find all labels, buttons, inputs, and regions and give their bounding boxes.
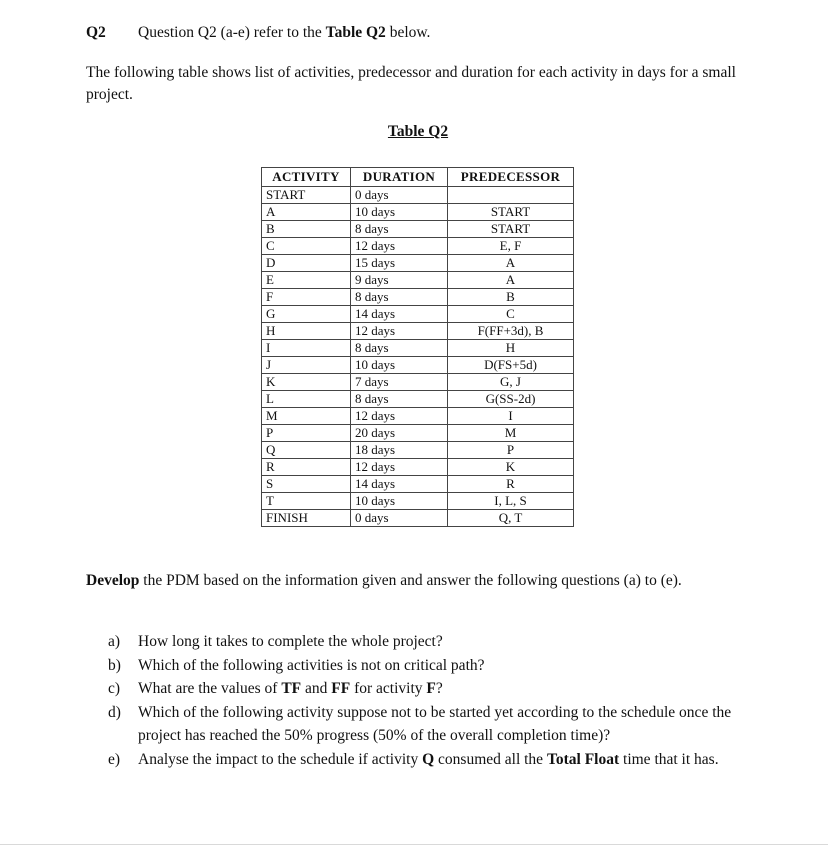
cell-activity: M — [262, 408, 351, 425]
cell-duration: 8 days — [351, 340, 448, 357]
table-caption-text: Table Q2 — [387, 123, 449, 140]
cell-duration: 14 days — [351, 476, 448, 493]
table-row — [262, 357, 574, 374]
question-intro-table-ref: Table Q2 — [325, 24, 386, 41]
cell-duration: 20 days — [351, 425, 448, 442]
cell-predecessor: H — [448, 340, 574, 357]
cell-activity: R — [262, 459, 351, 476]
cell-predecessor: Q, T — [448, 510, 574, 527]
cell-duration: 10 days — [351, 357, 448, 374]
question-label: b) — [108, 656, 121, 674]
cell-duration: 7 days — [351, 374, 448, 391]
question-text: Which of the following activity suppose not to be started yet according to the schedule once the project has reached the 50% progress (50% of the overall completion time)? — [138, 703, 732, 744]
cell-predecessor: START — [448, 204, 574, 221]
table-row — [262, 442, 574, 459]
cell-duration: 8 days — [351, 289, 448, 306]
table-row — [262, 408, 574, 425]
question-item — [108, 654, 758, 678]
table-row — [262, 459, 574, 476]
question-number: Q2 — [86, 24, 106, 41]
cell-duration: 8 days — [351, 221, 448, 238]
cell-predecessor: D(FS+5d) — [448, 357, 574, 374]
cell-predecessor: E, F — [448, 238, 574, 255]
question-text-bold: TF — [281, 680, 302, 697]
cell-duration: 10 days — [351, 204, 448, 221]
question-item — [108, 701, 758, 748]
cell-predecessor: I, L, S — [448, 493, 574, 510]
table-row — [262, 476, 574, 493]
question-text-bold: Q — [422, 750, 435, 768]
cell-activity: START — [262, 187, 351, 204]
table-row — [262, 272, 574, 289]
table-header-row — [262, 168, 574, 187]
cell-predecessor: START — [448, 221, 574, 238]
table-row — [262, 221, 574, 238]
question-text: Analyse the impact to the schedule if activity — [138, 750, 423, 768]
cell-duration: 12 days — [351, 238, 448, 255]
question-label: a) — [108, 633, 121, 650]
cell-predecessor: G, J — [448, 374, 574, 391]
question-label: d) — [108, 703, 121, 721]
cell-duration: 12 days — [351, 459, 448, 476]
page-bottom-divider — [0, 844, 828, 845]
question-text: time that it has. — [619, 750, 719, 768]
table-row — [262, 493, 574, 510]
cell-duration: 8 days — [351, 391, 448, 408]
table-row — [262, 425, 574, 442]
header-activity: ACTIVITY — [262, 168, 351, 187]
cell-duration: 9 days — [351, 272, 448, 289]
cell-activity: L — [262, 391, 351, 408]
cell-predecessor: M — [448, 425, 574, 442]
table-row — [262, 306, 574, 323]
cell-activity: I — [262, 340, 351, 357]
question-text-bold: Total Float — [546, 750, 620, 768]
table-row — [262, 340, 574, 357]
cell-predecessor: F(FF+3d), B — [448, 323, 574, 340]
cell-predecessor: G(SS-2d) — [448, 391, 574, 408]
question-text: consumed all the — [434, 750, 547, 768]
description-paragraph: The following table shows list of activities, predecessor and duration for each activity in days for a small project. — [86, 64, 736, 103]
cell-predecessor: I — [448, 408, 574, 425]
table-row — [262, 391, 574, 408]
table-row — [262, 289, 574, 306]
cell-duration: 12 days — [351, 408, 448, 425]
question-intro-end: below. — [385, 24, 431, 41]
header-duration: DURATION — [351, 168, 448, 187]
question-text: ? — [435, 680, 443, 697]
table-row — [262, 204, 574, 221]
instruction-text: the PDM based on the information given and answer the following questions (a) to (e). — [139, 572, 682, 589]
instruction-paragraph — [86, 570, 754, 592]
cell-activity: F — [262, 289, 351, 306]
table-row — [262, 374, 574, 391]
cell-predecessor: A — [448, 255, 574, 272]
cell-duration: 18 days — [351, 442, 448, 459]
cell-duration: 14 days — [351, 306, 448, 323]
cell-activity: FINISH — [262, 510, 351, 527]
cell-activity: T — [262, 493, 351, 510]
cell-activity: H — [262, 323, 351, 340]
cell-predecessor: K — [448, 459, 574, 476]
table-row — [262, 510, 574, 527]
cell-activity: B — [262, 221, 351, 238]
question-intro — [138, 24, 430, 42]
cell-predecessor: B — [448, 289, 574, 306]
cell-predecessor: R — [448, 476, 574, 493]
table-row — [262, 255, 574, 272]
question-heading — [86, 24, 431, 42]
question-item — [108, 630, 758, 654]
question-text: What are the values of — [138, 680, 282, 697]
cell-activity: S — [262, 476, 351, 493]
table-body — [262, 187, 574, 527]
question-text: and — [301, 680, 332, 697]
cell-predecessor — [448, 187, 574, 204]
cell-predecessor: P — [448, 442, 574, 459]
question-text-bold: F — [426, 680, 436, 697]
cell-activity: D — [262, 255, 351, 272]
question-item — [108, 748, 758, 772]
cell-duration: 0 days — [351, 187, 448, 204]
cell-activity: E — [262, 272, 351, 289]
question-text: Which of the following activities is not on critical path? — [138, 656, 485, 674]
cell-activity: P — [262, 425, 351, 442]
question-text: for activity — [350, 680, 427, 697]
cell-duration: 15 days — [351, 255, 448, 272]
cell-duration: 0 days — [351, 510, 448, 527]
cell-activity: C — [262, 238, 351, 255]
cell-duration: 12 days — [351, 323, 448, 340]
question-label: c) — [108, 680, 121, 697]
table-row — [262, 238, 574, 255]
table-caption — [0, 123, 828, 141]
cell-duration: 10 days — [351, 493, 448, 510]
table-row — [262, 187, 574, 204]
cell-activity: J — [262, 357, 351, 374]
instruction-bold: Develop — [86, 572, 140, 589]
question-item — [108, 677, 758, 701]
cell-predecessor: A — [448, 272, 574, 289]
question-list — [108, 630, 758, 771]
header-predecessor: PREDECESSOR — [448, 168, 574, 187]
question-label: e) — [108, 750, 121, 768]
cell-activity: K — [262, 374, 351, 391]
cell-activity: Q — [262, 442, 351, 459]
activity-table — [261, 167, 574, 527]
table-row — [262, 323, 574, 340]
question-intro-text: Question Q2 (a-e) refer to the — [138, 24, 326, 41]
cell-activity: A — [262, 204, 351, 221]
cell-activity: G — [262, 306, 351, 323]
question-text: How long it takes to complete the whole project? — [138, 633, 443, 650]
question-text-bold: FF — [331, 680, 351, 697]
cell-predecessor: C — [448, 306, 574, 323]
